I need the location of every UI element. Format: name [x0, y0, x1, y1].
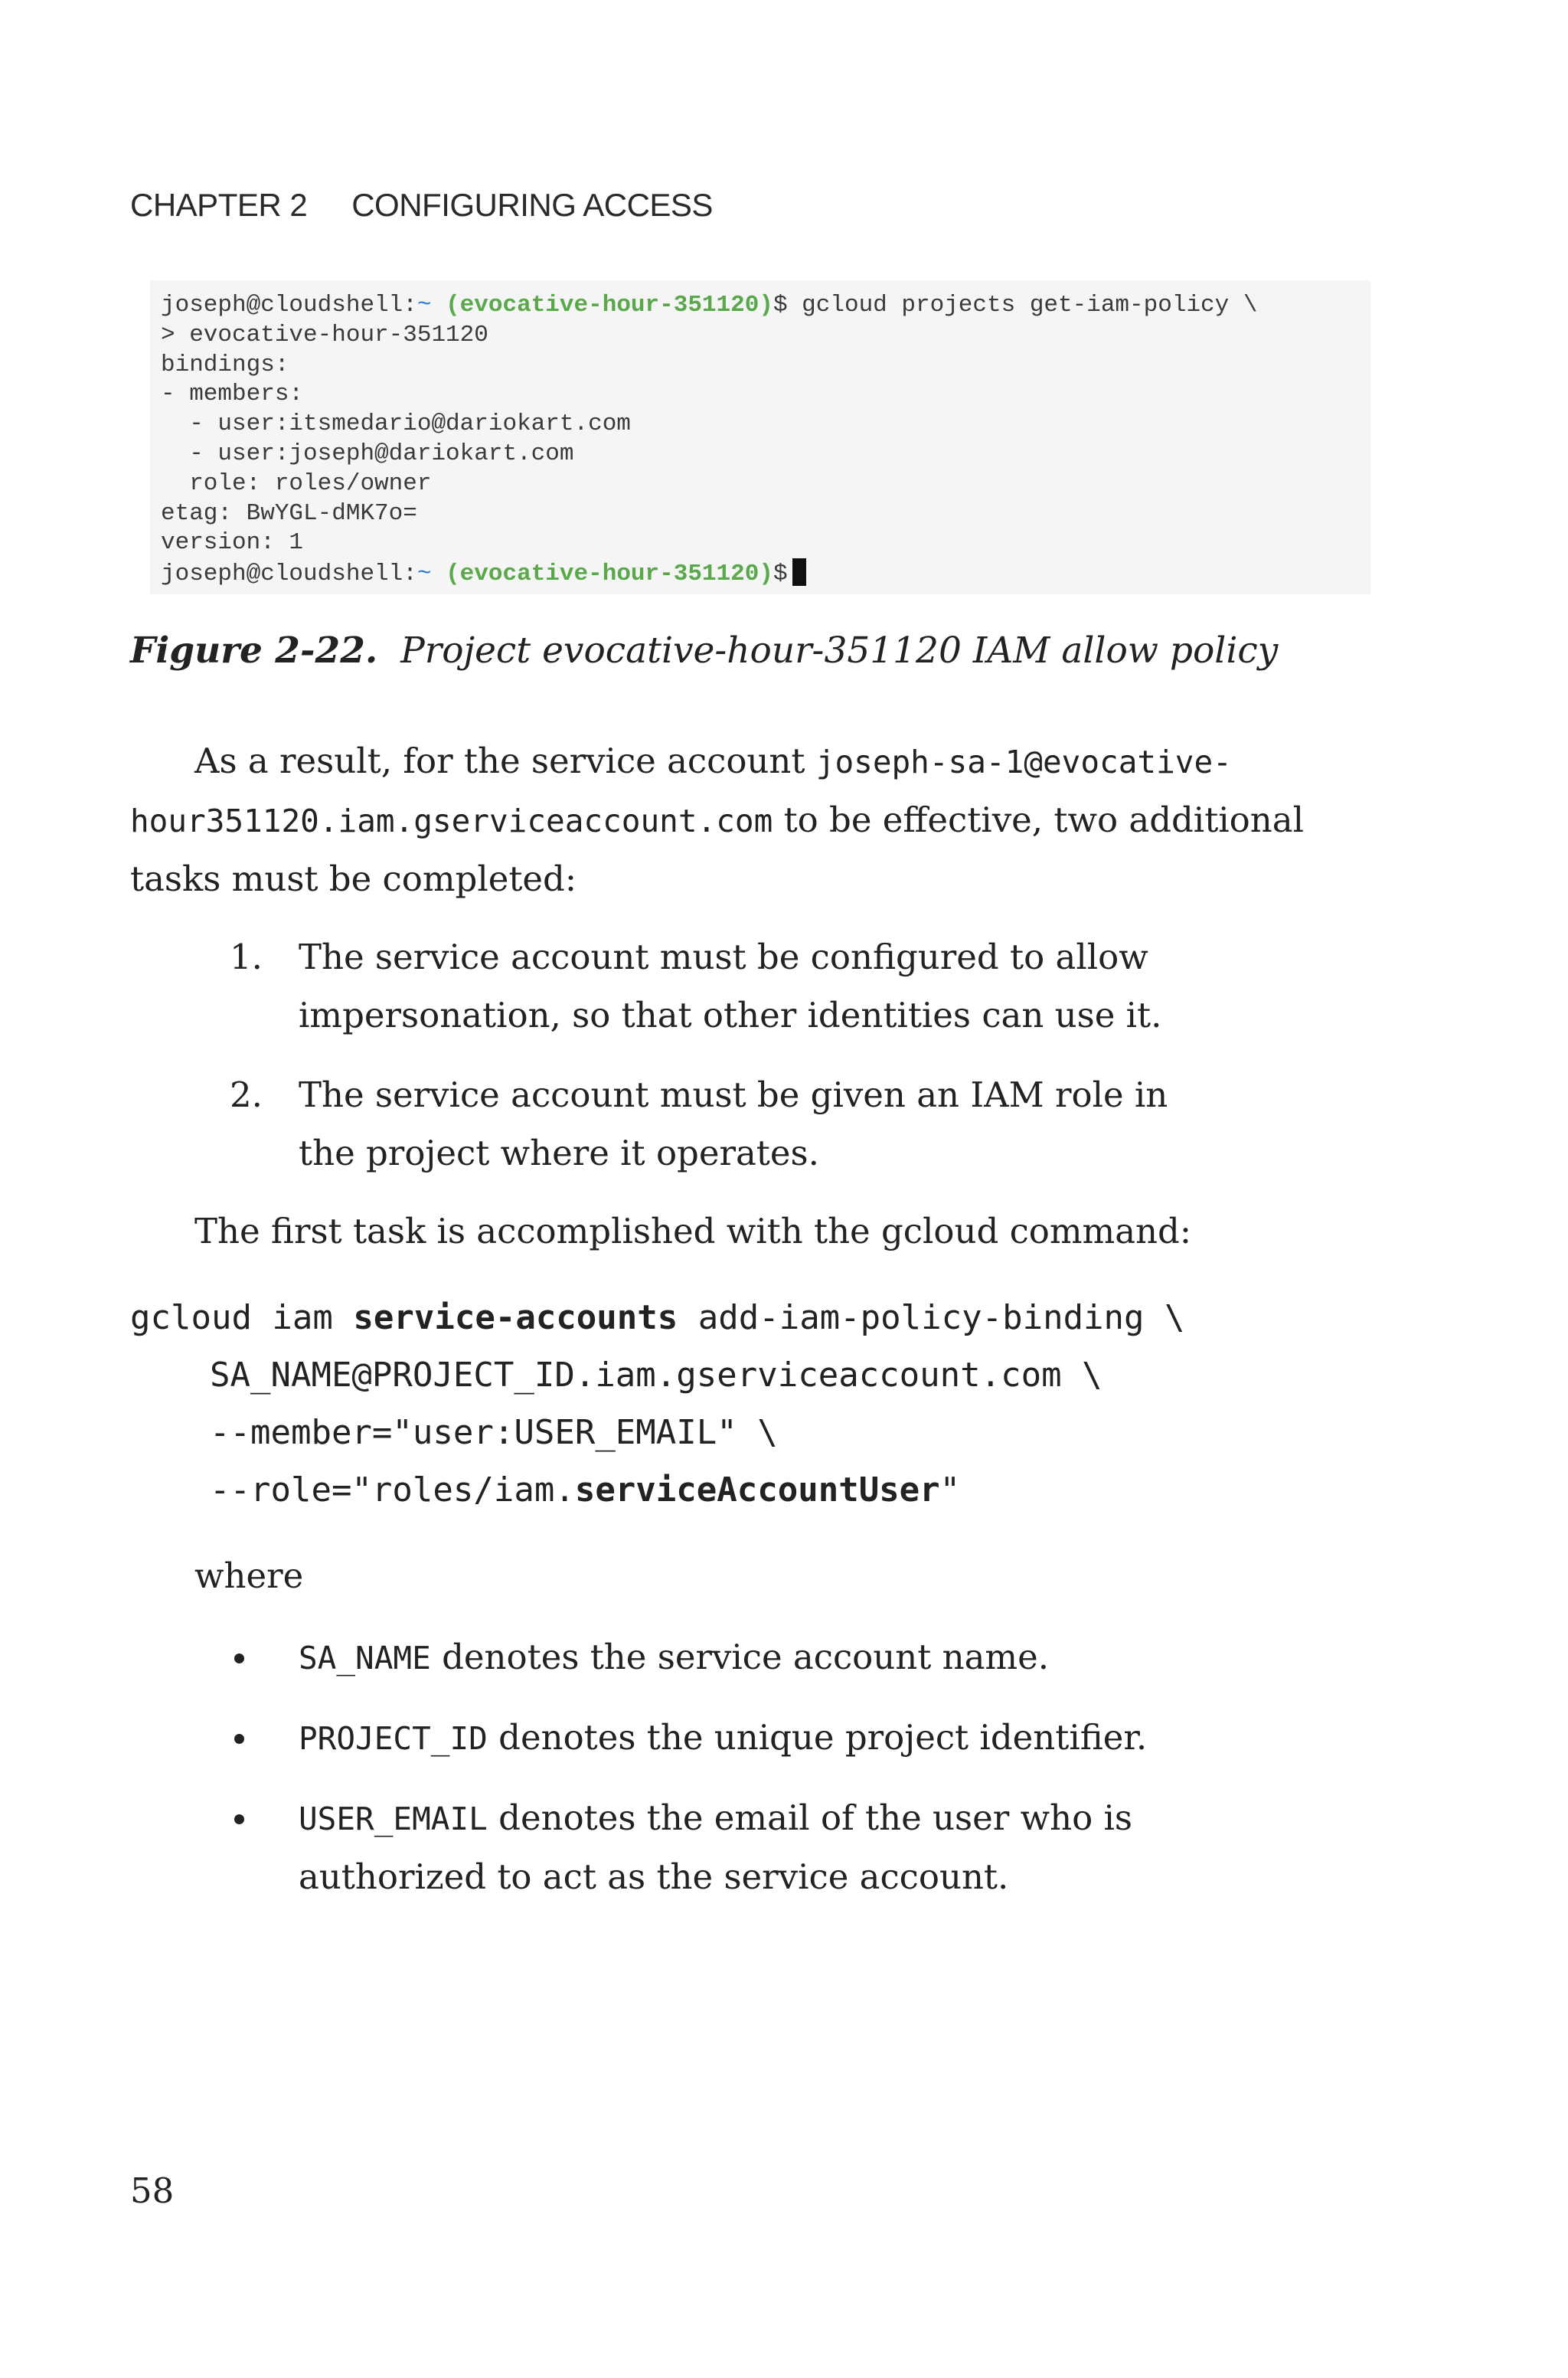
figure-number: Figure 2-22. — [130, 630, 378, 672]
bullet-icon — [234, 1814, 244, 1824]
page-number: 58 — [130, 2170, 175, 2211]
service-account-email-cont: hour351120.iam.gserviceaccount.com — [130, 803, 773, 839]
running-head — [130, 187, 713, 224]
list-item: 2. The service account must be given an IAM role in the project where it operates. — [230, 1075, 1168, 1173]
terminal-prompt-line: joseph@cloudshell:~ (evocative-hour-351120)$ — [161, 558, 1370, 588]
terminal-output-line: bindings: — [161, 351, 289, 378]
terminal-output-line: role: roles/owner — [161, 469, 432, 497]
figure-caption — [130, 630, 1278, 672]
terminal-output-line: - members: — [161, 381, 304, 408]
terminal-cursor — [792, 558, 806, 586]
definition-list — [230, 1628, 1147, 1928]
code-block: gcloud iam service-accounts add-iam-policy-binding \ SA_NAME@PROJECT_ID.iam.gserviceaccount.com \ --member="user:USER_EMAIL" \ --role="roles/iam.serviceAccountUser" — [130, 1298, 1185, 1510]
terminal-output-line: > evocative-hour-351120 — [161, 321, 488, 348]
list-item: 1. The service account must be configured to allow impersonation, so that other identities can use it. — [230, 937, 1162, 1035]
bullet-icon — [234, 1734, 244, 1744]
list-item: USER_EMAIL denotes the email of the user who is authorized to act as the service account. — [230, 1789, 1147, 1906]
where-label: where — [194, 1555, 304, 1596]
terminal-output-line: - user:joseph@dariokart.com — [161, 440, 574, 467]
paragraph-first-task: The first task is accomplished with the gcloud command: — [194, 1211, 1191, 1251]
service-account-email: joseph-sa-1@evocative- — [815, 744, 1232, 780]
paragraph-result: As a result, for the service account joseph-sa-1@evocative- hour351120.iam.gserviceaccount.com to be effective, two additional tasks must be completed: — [130, 741, 1304, 899]
figure-caption-text: Project evocative-hour-351120 IAM allow policy — [400, 630, 1279, 672]
task-list — [230, 928, 1168, 1204]
chapter-label: CHAPTER 2 — [130, 187, 308, 223]
list-item: PROJECT_ID denotes the unique project identifier. — [230, 1709, 1147, 1768]
terminal-screenshot — [150, 280, 1370, 594]
list-item: SA_NAME denotes the service account name. — [230, 1628, 1147, 1687]
chapter-title: CONFIGURING ACCESS — [351, 187, 713, 223]
terminal-output-line: - user:itsmedario@dariokart.com — [161, 411, 631, 438]
terminal-output-line: etag: BwYGL-dMK7o= — [161, 499, 417, 527]
terminal-prompt-line: joseph@cloudshell:~ (evocative-hour-351120)$ gcloud projects get-iam-policy \ — [161, 292, 1258, 319]
terminal-output-line: version: 1 — [161, 529, 304, 557]
bullet-icon — [234, 1653, 244, 1663]
